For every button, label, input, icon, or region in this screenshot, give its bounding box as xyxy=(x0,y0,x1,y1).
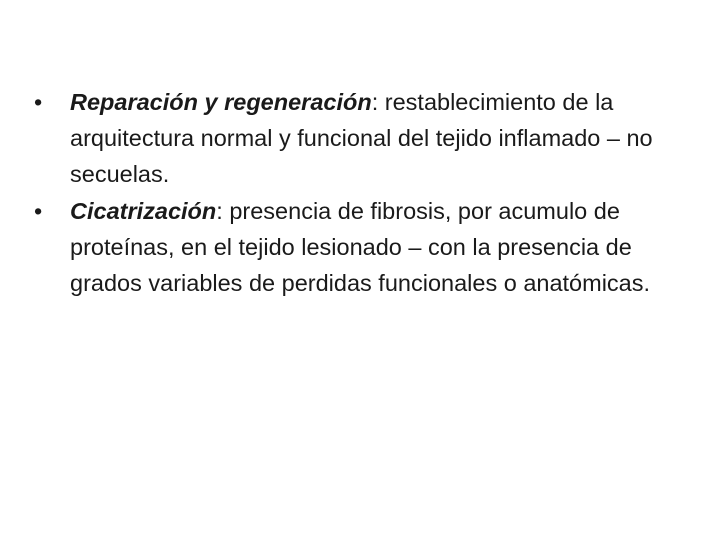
bullet-separator: : xyxy=(216,198,223,224)
bullet-list xyxy=(34,84,694,302)
bullet-item-cicatrizacion xyxy=(34,193,694,301)
bullet-item-reparacion xyxy=(34,84,694,192)
bullet-term: Reparación y regeneración xyxy=(70,89,372,115)
bullet-marker: • xyxy=(34,198,43,224)
bullet-text: presencia de fibrosis, por acumulo de proteínas, en el tejido lesionado – con la presencia de grados variables de perdidas funcionales o anatómicas. xyxy=(70,198,651,296)
bullet-marker: • xyxy=(34,89,43,115)
bullet-text: restablecimiento de la arquitectura normal y funcional del tejido inflamado – no secuelas. xyxy=(70,89,653,187)
bullet-separator: : xyxy=(371,89,379,115)
bullet-term: Cicatrización xyxy=(70,198,217,224)
